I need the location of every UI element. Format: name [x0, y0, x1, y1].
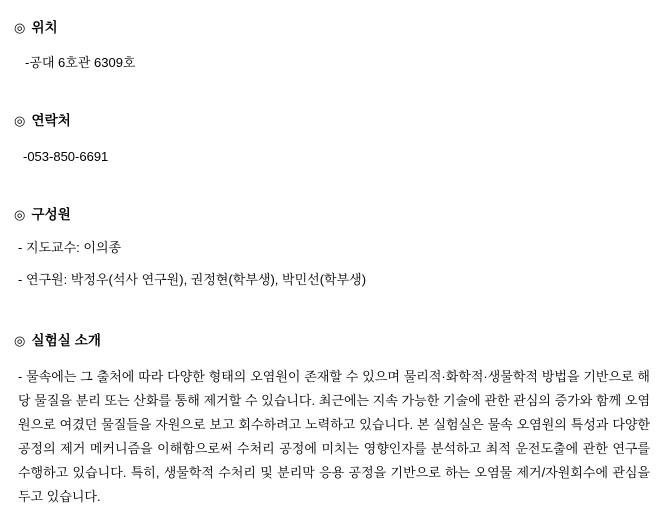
member-researchers: - 연구원: 박정우(석사 연구원), 권정현(학부생), 박민선(학부생)	[18, 272, 367, 288]
section-contact	[14, 113, 650, 164]
section-lab-intro-heading-label: 실험실 소개	[31, 332, 102, 348]
section-members-heading-label: 구성원	[31, 206, 71, 222]
section-location	[14, 20, 650, 71]
section-contact-heading	[14, 113, 650, 129]
location-detail: -공대 6호관 6309호	[25, 55, 136, 71]
section-lab-intro	[14, 333, 650, 509]
section-members-heading	[14, 207, 650, 223]
section-members	[14, 207, 650, 289]
member-advisor: - 지도교수: 이의종	[18, 240, 122, 256]
section-location-heading	[14, 20, 650, 36]
bullet-icon: ◎	[14, 20, 26, 35]
contact-phone: -053-850-6691	[23, 148, 109, 164]
bullet-icon: ◎	[14, 113, 26, 129]
section-location-heading-label: 위치	[31, 20, 58, 35]
section-contact-heading-label: 연락처	[31, 113, 71, 129]
lab-intro-paragraph: - 물속에는 그 출처에 따라 다양한 형태의 오염원이 존재할 수 있으며 물리적·화학적·생물학적 방법을 기반으로 해당 물질을 분리 또는 산화를 통해 제거할 수 있습니다. 최근에는 지속 가능한 기술에 관한 관심의 증가와 함께 오염원으로 여겼던 물질들을 자원으로 보고 회수하려고 노력하고 있습니다. 본 실험실은 물속 오염원의 특성과 다양한 공정의 제거 메커니즘을 이해함으로써 수처리 공정에 미치는 영향인자를 분석하고 최적 운전도출에 관한 연구를 수행하고 있습니다. 특히, 생물학적 수처리 및 분리막 응용 공정을 기반으로 하는 오염물 제거/자원회수에 관심을 두고 있습니다.	[18, 368, 650, 504]
section-lab-intro-heading	[14, 333, 650, 349]
bullet-icon: ◎	[14, 206, 26, 222]
bullet-icon: ◎	[14, 332, 26, 348]
